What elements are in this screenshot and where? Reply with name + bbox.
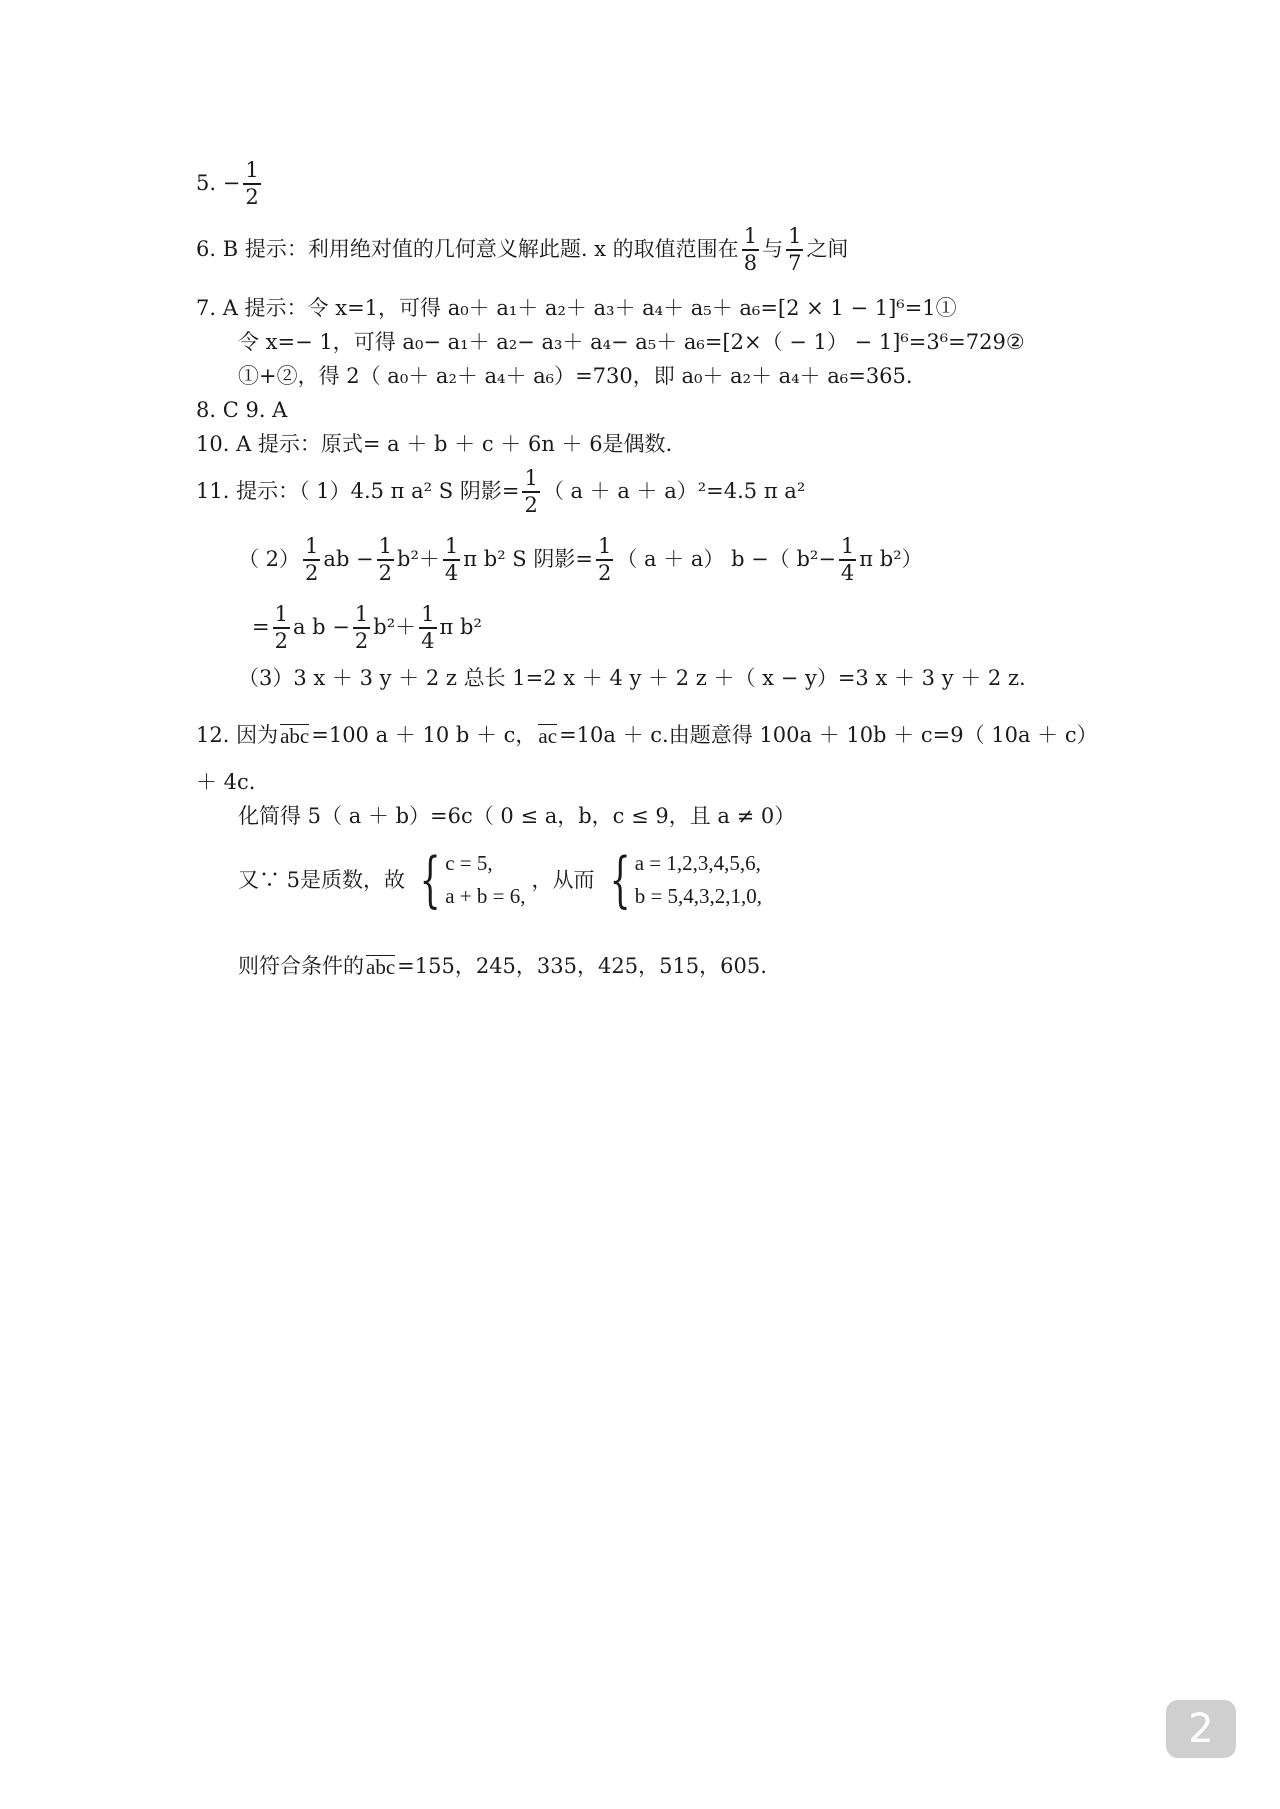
answer-12-line-2: ＋ 4c. (196, 770, 256, 794)
fraction: $\frac{1}{2}$ (354, 602, 369, 653)
left-brace-icon: { (609, 845, 631, 915)
fraction: $\frac{1}{2}$ (378, 534, 393, 585)
answer-12-systems: 又∵ 5是质数，故 { c = 5, a + b = 6, ，从而 { a = 1,2,3,4,5,6, b = 5,4,3,2,1,0, (238, 845, 763, 915)
answer-11-part-2: （ 2） $\frac{1}{2}$ ab − $\frac{1}{2}$ b²＋ $\frac{1}{4}$ π b² S 阴影= $\frac{1}{2}$ （ a ＋ a） b −（ b²− $\frac{1}{4}$ π b²） (238, 534, 923, 585)
answer-10: 10. A 提示：原式= a ＋ b ＋ c ＋ 6n ＋ 6是偶数. (196, 432, 673, 456)
fraction: $\frac{1}{8}$ (743, 224, 758, 275)
fraction: $\frac{1}{2}$ (305, 534, 319, 585)
answer-7-line-3: ①+②，得 2（ a₀＋ a₂＋ a₄＋ a₆）=730，即 a₀＋ a₂＋ a₄＋ a₆=365. (238, 364, 913, 388)
answer-11-part-3: （3）3 x ＋ 3 y ＋ 2 z 总长 1=2 x ＋ 4 y ＋ 2 z ＋（ x − y）=3 x ＋ 3 y ＋ 2 z. (238, 666, 1026, 690)
fraction: $\frac{1}{2}$ (597, 534, 612, 585)
fraction: $\frac{1}{4}$ (421, 602, 435, 653)
equation-system: { a = 1,2,3,4,5,6, b = 5,4,3,2,1,0, (609, 845, 763, 915)
answer-12-line-3: 化简得 5（ a ＋ b）=6c（ 0 ≤ a，b，c ≤ 9，且 a ≠ 0） (238, 804, 796, 828)
overline-number: abc (280, 724, 310, 748)
answer-7-line-2: 令 x=− 1，可得 a₀− a₁＋ a₂− a₃＋ a₄− a₅＋ a₆=[2×（ − 1） − 1]⁶=3⁶=729② (238, 330, 1025, 354)
equation-system: { c = 5, a + b = 6, (419, 845, 526, 915)
answer-7-line-1: 7. A 提示：令 x=1，可得 a₀＋ a₁＋ a₂＋ a₃＋ a₄＋ a₅＋ a₆=[2 × 1 − 1]⁶=1① (196, 296, 957, 320)
answer-12-line-1: 12. 因为 abc =100 a ＋ 10 b ＋ c， ac =10a ＋ c.由题意得 100a ＋ 10b ＋ c=9（ 10a ＋ c） (196, 723, 1098, 748)
answer-5: 5. − $\frac{1}{2}$ (196, 158, 259, 209)
fraction: $\frac{1}{2}$ (274, 602, 288, 653)
page-number-badge: 2 (1166, 1700, 1236, 1758)
fraction: $\frac{1}{2}$ (245, 158, 259, 209)
answer-6: 6. B 提示：利用绝对值的几何意义解此题. x 的取值范围在 $\frac{1}{8}$ 与 $\frac{1}{7}$ 之间 (196, 224, 849, 275)
answer-11-part-1: 11. 提示：（ 1）4.5 π a² S 阴影= $\frac{1}{2}$ （ a ＋ a ＋ a）²=4.5 π a² (196, 466, 806, 517)
left-brace-icon: { (419, 845, 441, 915)
fraction: $\frac{1}{4}$ (444, 534, 459, 585)
answer-12-conclusion: 则符合条件的 abc =155，245，335，425，515，605. (238, 954, 767, 979)
overline-number: ac (538, 724, 558, 748)
answer-11-part-2-result: = $\frac{1}{2}$ a b − $\frac{1}{2}$ b²＋ $\frac{1}{4}$ π b² (252, 602, 482, 653)
answer-8-9: 8. C 9. A (196, 398, 288, 422)
overline-number: abc (366, 955, 396, 979)
fraction: $\frac{1}{2}$ (524, 466, 538, 517)
fraction: $\frac{1}{4}$ (840, 534, 855, 585)
fraction: $\frac{1}{7}$ (788, 224, 802, 275)
